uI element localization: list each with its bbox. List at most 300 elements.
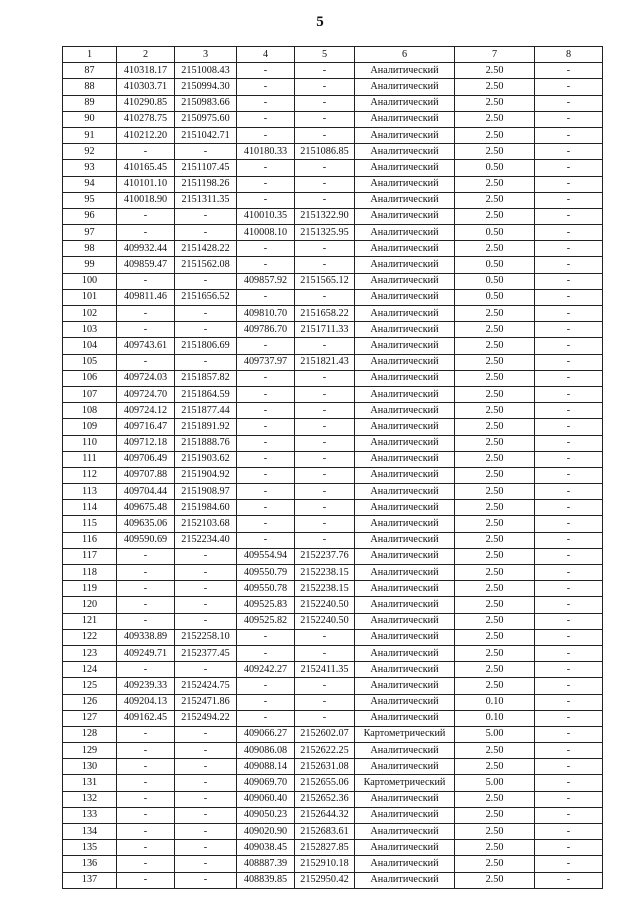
x-coordinate-a-cell: 410212.20 [117,127,175,143]
y-coordinate-b-cell: 2151325.95 [295,225,355,241]
y-coordinate-a-cell: - [175,872,237,888]
x-coordinate-b-cell: 409786.70 [237,322,295,338]
x-coordinate-b-cell: 409737.97 [237,354,295,370]
accuracy-cell: 2.50 [455,386,535,402]
y-coordinate-b-cell: - [295,111,355,127]
y-coordinate-a-cell: 2151891.92 [175,419,237,435]
method-cell: Аналитический [355,743,455,759]
y-coordinate-a-cell: 2151888.76 [175,435,237,451]
y-coordinate-b-cell: - [295,419,355,435]
x-coordinate-b-cell: - [237,338,295,354]
note-cell: - [535,451,603,467]
y-coordinate-b-cell: - [295,386,355,402]
x-coordinate-b-cell: - [237,160,295,176]
x-coordinate-b-cell: 409069.70 [237,775,295,791]
y-coordinate-b-cell: 2152240.50 [295,597,355,613]
x-coordinate-b-cell: - [237,176,295,192]
point-number-cell: 92 [63,144,117,160]
y-coordinate-a-cell: - [175,225,237,241]
method-cell: Аналитический [355,79,455,95]
table-row [63,548,603,564]
column-header: 6 [355,47,455,63]
note-cell: - [535,597,603,613]
x-coordinate-b-cell: - [237,241,295,257]
y-coordinate-a-cell: - [175,322,237,338]
x-coordinate-b-cell: - [237,63,295,79]
point-number-cell: 90 [63,111,117,127]
note-cell: - [535,225,603,241]
x-coordinate-b-cell: 409525.82 [237,613,295,629]
table-row [63,840,603,856]
accuracy-cell: 2.50 [455,451,535,467]
y-coordinate-a-cell: 2151806.69 [175,338,237,354]
method-cell: Аналитический [355,467,455,483]
y-coordinate-b-cell: - [295,435,355,451]
table-row [63,759,603,775]
x-coordinate-a-cell: 409249.71 [117,645,175,661]
x-coordinate-a-cell: - [117,581,175,597]
y-coordinate-b-cell: - [295,532,355,548]
accuracy-cell: 2.50 [455,467,535,483]
method-cell: Аналитический [355,127,455,143]
x-coordinate-a-cell: 409706.49 [117,451,175,467]
y-coordinate-a-cell: 2151857.82 [175,370,237,386]
method-cell: Аналитический [355,192,455,208]
x-coordinate-a-cell: - [117,322,175,338]
method-cell: Аналитический [355,241,455,257]
note-cell: - [535,386,603,402]
column-header: 3 [175,47,237,63]
y-coordinate-b-cell: - [295,516,355,532]
table-row [63,532,603,548]
note-cell: - [535,354,603,370]
table-row [63,467,603,483]
point-number-cell: 88 [63,79,117,95]
table-row [63,403,603,419]
note-cell: - [535,79,603,95]
x-coordinate-a-cell: - [117,273,175,289]
method-cell: Аналитический [355,160,455,176]
accuracy-cell: 2.50 [455,645,535,661]
x-coordinate-a-cell: 409707.88 [117,467,175,483]
y-coordinate-a-cell: - [175,824,237,840]
x-coordinate-a-cell: 410278.75 [117,111,175,127]
table-row [63,208,603,224]
method-cell: Аналитический [355,419,455,435]
note-cell: - [535,662,603,678]
x-coordinate-b-cell: - [237,435,295,451]
point-number-cell: 126 [63,694,117,710]
point-number-cell: 109 [63,419,117,435]
point-number-cell: 120 [63,597,117,613]
x-coordinate-b-cell: 409020.90 [237,824,295,840]
x-coordinate-a-cell: 409204.13 [117,694,175,710]
point-number-cell: 103 [63,322,117,338]
accuracy-cell: 2.50 [455,807,535,823]
y-coordinate-b-cell: 2152240.50 [295,613,355,629]
note-cell: - [535,694,603,710]
note-cell: - [535,500,603,516]
x-coordinate-a-cell: - [117,824,175,840]
y-coordinate-a-cell: 2151428.22 [175,241,237,257]
x-coordinate-a-cell: 409239.33 [117,678,175,694]
x-coordinate-b-cell: - [237,257,295,273]
column-header: 1 [63,47,117,63]
table-row [63,419,603,435]
y-coordinate-b-cell: - [295,127,355,143]
x-coordinate-a-cell: - [117,726,175,742]
method-cell: Аналитический [355,370,455,386]
y-coordinate-a-cell: 2151198.26 [175,176,237,192]
column-header: 4 [237,47,295,63]
point-number-cell: 100 [63,273,117,289]
accuracy-cell: 2.50 [455,241,535,257]
accuracy-cell: 2.50 [455,435,535,451]
x-coordinate-a-cell: 410303.71 [117,79,175,95]
accuracy-cell: 2.50 [455,613,535,629]
table-row [63,289,603,305]
y-coordinate-b-cell: 2152910.18 [295,856,355,872]
point-number-cell: 119 [63,581,117,597]
y-coordinate-a-cell: 2151908.97 [175,484,237,500]
method-cell: Аналитический [355,144,455,160]
x-coordinate-b-cell: 409525.83 [237,597,295,613]
table-row [63,678,603,694]
method-cell: Аналитический [355,257,455,273]
table-row [63,791,603,807]
accuracy-cell: 0.50 [455,273,535,289]
method-cell: Аналитический [355,354,455,370]
method-cell: Аналитический [355,791,455,807]
note-cell: - [535,257,603,273]
column-header: 5 [295,47,355,63]
y-coordinate-a-cell: - [175,273,237,289]
method-cell: Аналитический [355,500,455,516]
method-cell: Аналитический [355,95,455,111]
note-cell: - [535,63,603,79]
method-cell: Аналитический [355,824,455,840]
note-cell: - [535,775,603,791]
note-cell: - [535,743,603,759]
note-cell: - [535,208,603,224]
method-cell: Аналитический [355,872,455,888]
x-coordinate-b-cell: 409554.94 [237,548,295,564]
table-row [63,338,603,354]
point-number-cell: 105 [63,354,117,370]
y-coordinate-b-cell: - [295,63,355,79]
point-number-cell: 132 [63,791,117,807]
x-coordinate-a-cell: - [117,613,175,629]
point-number-cell: 127 [63,710,117,726]
y-coordinate-b-cell: 2152644.32 [295,807,355,823]
method-cell: Аналитический [355,678,455,694]
coordinates-table [62,46,603,889]
y-coordinate-a-cell: 2152471.86 [175,694,237,710]
note-cell: - [535,403,603,419]
x-coordinate-b-cell: - [237,79,295,95]
y-coordinate-a-cell: 2152103.68 [175,516,237,532]
point-number-cell: 91 [63,127,117,143]
y-coordinate-a-cell: - [175,354,237,370]
y-coordinate-b-cell: - [295,370,355,386]
x-coordinate-b-cell: 410180.33 [237,144,295,160]
accuracy-cell: 2.50 [455,127,535,143]
table-header-row [63,47,603,63]
y-coordinate-b-cell: 2152655.06 [295,775,355,791]
point-number-cell: 122 [63,629,117,645]
x-coordinate-b-cell: - [237,645,295,661]
point-number-cell: 115 [63,516,117,532]
x-coordinate-a-cell: 409859.47 [117,257,175,273]
x-coordinate-a-cell: - [117,856,175,872]
method-cell: Аналитический [355,484,455,500]
y-coordinate-a-cell: - [175,306,237,322]
x-coordinate-b-cell: - [237,370,295,386]
x-coordinate-a-cell: 409716.47 [117,419,175,435]
point-number-cell: 98 [63,241,117,257]
x-coordinate-b-cell: 408887.39 [237,856,295,872]
point-number-cell: 125 [63,678,117,694]
x-coordinate-a-cell: - [117,306,175,322]
y-coordinate-a-cell: - [175,597,237,613]
x-coordinate-b-cell: - [237,467,295,483]
y-coordinate-a-cell: - [175,743,237,759]
table-row [63,225,603,241]
point-number-cell: 104 [63,338,117,354]
y-coordinate-a-cell: - [175,807,237,823]
point-number-cell: 117 [63,548,117,564]
point-number-cell: 135 [63,840,117,856]
accuracy-cell: 2.50 [455,192,535,208]
table-row [63,500,603,516]
note-cell: - [535,144,603,160]
table-row [63,743,603,759]
table-row [63,710,603,726]
point-number-cell: 129 [63,743,117,759]
accuracy-cell: 2.50 [455,176,535,192]
x-coordinate-b-cell: - [237,516,295,532]
note-cell: - [535,791,603,807]
x-coordinate-a-cell: 410018.90 [117,192,175,208]
table-row [63,354,603,370]
y-coordinate-a-cell: - [175,856,237,872]
point-number-cell: 101 [63,289,117,305]
accuracy-cell: 2.50 [455,565,535,581]
y-coordinate-a-cell: 2150994.30 [175,79,237,95]
y-coordinate-b-cell: - [295,500,355,516]
x-coordinate-a-cell: - [117,775,175,791]
x-coordinate-b-cell: 408839.85 [237,872,295,888]
y-coordinate-a-cell: - [175,208,237,224]
y-coordinate-b-cell: 2151322.90 [295,208,355,224]
x-coordinate-b-cell: 409550.78 [237,581,295,597]
x-coordinate-b-cell: 410010.35 [237,208,295,224]
x-coordinate-a-cell: 409743.61 [117,338,175,354]
x-coordinate-b-cell: - [237,532,295,548]
point-number-cell: 107 [63,386,117,402]
y-coordinate-a-cell: - [175,840,237,856]
y-coordinate-b-cell: 2152411.35 [295,662,355,678]
y-coordinate-b-cell: - [295,79,355,95]
accuracy-cell: 2.50 [455,63,535,79]
method-cell: Аналитический [355,403,455,419]
x-coordinate-b-cell: 409550.79 [237,565,295,581]
accuracy-cell: 2.50 [455,370,535,386]
note-cell: - [535,678,603,694]
x-coordinate-a-cell: - [117,548,175,564]
accuracy-cell: 2.50 [455,759,535,775]
point-number-cell: 121 [63,613,117,629]
x-coordinate-b-cell: - [237,192,295,208]
method-cell: Аналитический [355,856,455,872]
accuracy-cell: 2.50 [455,856,535,872]
method-cell: Картометрический [355,775,455,791]
accuracy-cell: 2.50 [455,840,535,856]
note-cell: - [535,856,603,872]
table-row [63,386,603,402]
point-number-cell: 137 [63,872,117,888]
accuracy-cell: 2.50 [455,144,535,160]
y-coordinate-b-cell: 2151086.85 [295,144,355,160]
method-cell: Аналитический [355,111,455,127]
y-coordinate-b-cell: - [295,678,355,694]
note-cell: - [535,872,603,888]
x-coordinate-b-cell: - [237,710,295,726]
y-coordinate-a-cell: 2151562.08 [175,257,237,273]
table-row [63,306,603,322]
point-number-cell: 87 [63,63,117,79]
method-cell: Аналитический [355,645,455,661]
x-coordinate-a-cell: - [117,872,175,888]
point-number-cell: 102 [63,306,117,322]
method-cell: Аналитический [355,273,455,289]
accuracy-cell: 5.00 [455,726,535,742]
point-number-cell: 106 [63,370,117,386]
method-cell: Аналитический [355,807,455,823]
table-row [63,645,603,661]
accuracy-cell: 2.50 [455,338,535,354]
x-coordinate-a-cell: 410165.45 [117,160,175,176]
table-row [63,192,603,208]
method-cell: Аналитический [355,338,455,354]
y-coordinate-b-cell: 2152950.42 [295,872,355,888]
y-coordinate-b-cell: - [295,95,355,111]
y-coordinate-b-cell: - [295,160,355,176]
y-coordinate-b-cell: - [295,338,355,354]
note-cell: - [535,807,603,823]
accuracy-cell: 0.10 [455,710,535,726]
method-cell: Аналитический [355,63,455,79]
x-coordinate-b-cell: - [237,419,295,435]
accuracy-cell: 2.50 [455,872,535,888]
note-cell: - [535,273,603,289]
accuracy-cell: 2.50 [455,678,535,694]
x-coordinate-a-cell: 409635.06 [117,516,175,532]
point-number-cell: 131 [63,775,117,791]
note-cell: - [535,241,603,257]
method-cell: Аналитический [355,435,455,451]
x-coordinate-b-cell: 409810.70 [237,306,295,322]
table-row [63,370,603,386]
note-cell: - [535,548,603,564]
x-coordinate-a-cell: 409724.12 [117,403,175,419]
page-number: 5 [316,14,324,30]
method-cell: Аналитический [355,451,455,467]
point-number-cell: 95 [63,192,117,208]
y-coordinate-b-cell: 2152622.25 [295,743,355,759]
x-coordinate-b-cell: - [237,500,295,516]
point-number-cell: 124 [63,662,117,678]
note-cell: - [535,111,603,127]
table-row [63,597,603,613]
y-coordinate-a-cell: 2152234.40 [175,532,237,548]
y-coordinate-a-cell: 2151904.92 [175,467,237,483]
y-coordinate-b-cell: - [295,694,355,710]
point-number-cell: 128 [63,726,117,742]
y-coordinate-a-cell: - [175,775,237,791]
y-coordinate-b-cell: - [295,192,355,208]
accuracy-cell: 2.50 [455,111,535,127]
x-coordinate-a-cell: - [117,840,175,856]
accuracy-cell: 2.50 [455,743,535,759]
point-number-cell: 94 [63,176,117,192]
method-cell: Картометрический [355,726,455,742]
y-coordinate-a-cell: 2151042.71 [175,127,237,143]
accuracy-cell: 2.50 [455,403,535,419]
x-coordinate-a-cell: - [117,807,175,823]
y-coordinate-a-cell: - [175,565,237,581]
x-coordinate-a-cell: 409712.18 [117,435,175,451]
accuracy-cell: 2.50 [455,516,535,532]
table-row [63,872,603,888]
y-coordinate-b-cell: - [295,645,355,661]
note-cell: - [535,710,603,726]
x-coordinate-b-cell: 409088.14 [237,759,295,775]
y-coordinate-a-cell: 2152424.75 [175,678,237,694]
method-cell: Аналитический [355,322,455,338]
y-coordinate-b-cell: 2152237.76 [295,548,355,564]
y-coordinate-b-cell: 2152827.85 [295,840,355,856]
y-coordinate-a-cell: - [175,581,237,597]
point-number-cell: 113 [63,484,117,500]
note-cell: - [535,840,603,856]
x-coordinate-b-cell: 409857.92 [237,273,295,289]
point-number-cell: 96 [63,208,117,224]
note-cell: - [535,435,603,451]
method-cell: Аналитический [355,516,455,532]
table-row [63,160,603,176]
x-coordinate-b-cell: - [237,403,295,419]
accuracy-cell: 2.50 [455,791,535,807]
table-row [63,694,603,710]
table-row [63,95,603,111]
table-row [63,775,603,791]
point-number-cell: 93 [63,160,117,176]
accuracy-cell: 2.50 [455,500,535,516]
x-coordinate-a-cell: 409811.46 [117,289,175,305]
y-coordinate-a-cell: 2150983.66 [175,95,237,111]
table-row [63,613,603,629]
x-coordinate-a-cell: 409162.45 [117,710,175,726]
table-row [63,111,603,127]
y-coordinate-a-cell: - [175,759,237,775]
note-cell: - [535,613,603,629]
note-cell: - [535,759,603,775]
method-cell: Аналитический [355,694,455,710]
accuracy-cell: 2.50 [455,548,535,564]
x-coordinate-b-cell: - [237,111,295,127]
x-coordinate-a-cell: 410101.10 [117,176,175,192]
